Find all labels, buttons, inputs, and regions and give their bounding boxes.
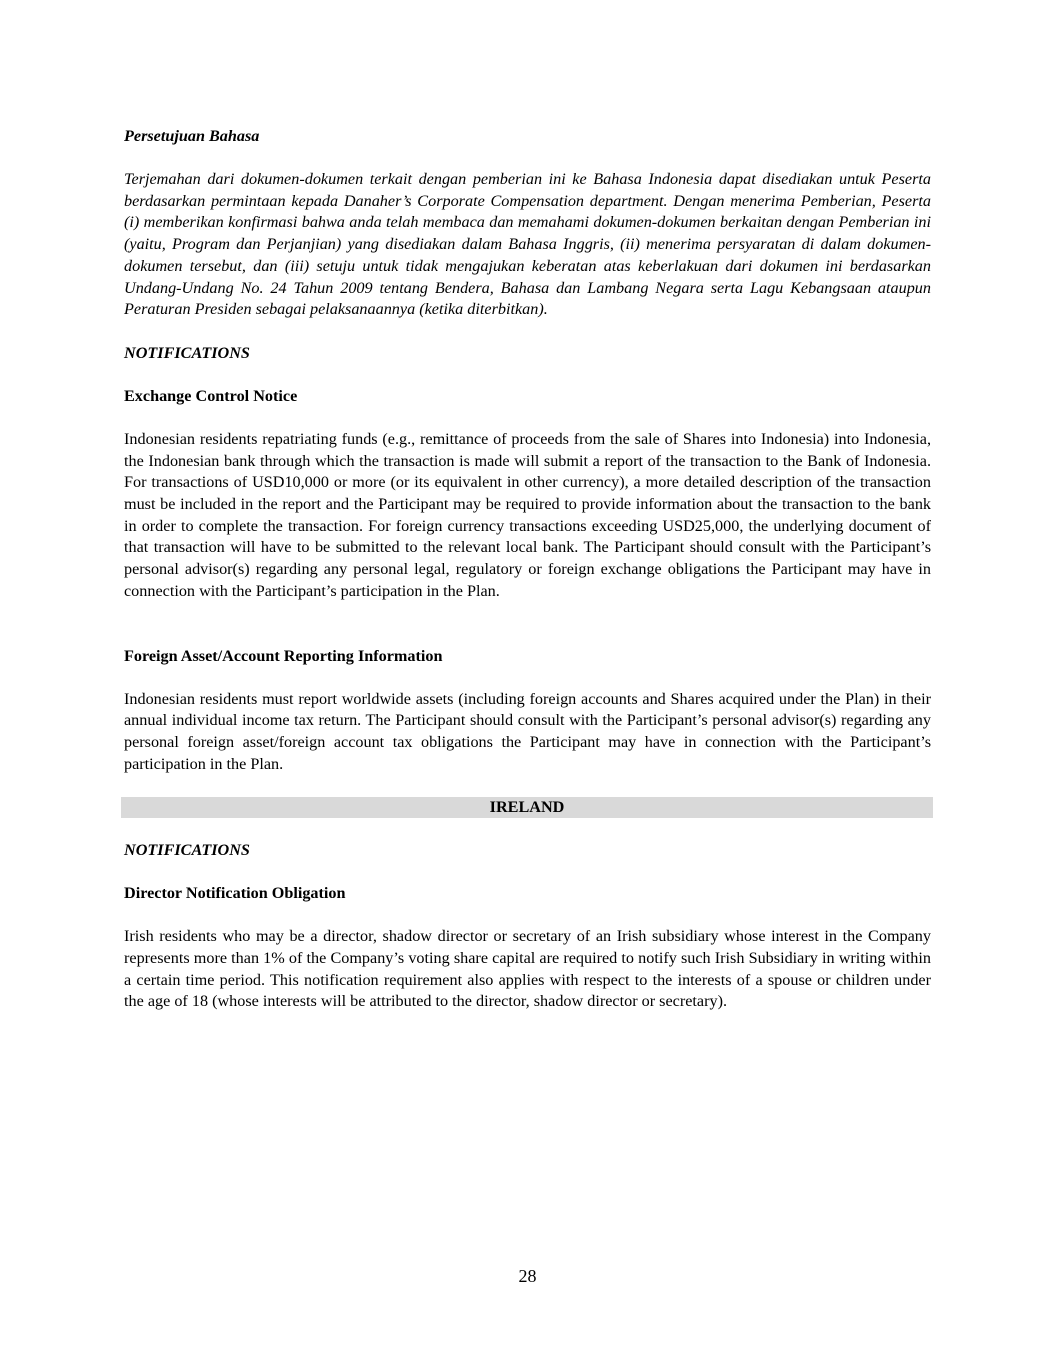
language-consent-paragraph: Terjemahan dari dokumen-dokumen terkait dengan pemberian ini ke Bahasa Indonesia dapat disediakan untuk Peserta berdasarkan permintaan kepada Danaher’s Corporate Compensation department. Dengan menerima Pemberian, Peserta (i) memberikan konfirmasi bahwa anda telah membaca dan memahami dokumen-dokumen berkaitan dengan Pemberian ini (yaitu, Program dan Perjanjian) yang disediakan dalam Bahasa Inggris, (ii) menerima persyaratan di dalam dokumen-dokumen tersebut, dan (iii) setuju untuk tidak mengajukan keberatan atas keberlakuan dari dokumen ini berdasarkan Undang-Undang No. 24 Tahun 2009 tentang Bendera, Bahasa dan Lambang Negara serta Lagu Kebangsaan ataupun Peraturan Presiden sebagai pelaksanaannya (ketika diterbitkan). — [124, 170, 931, 319]
exchange-control-heading: Exchange Control Notice — [124, 386, 298, 405]
foreign-asset-heading: Foreign Asset/Account Reporting Information — [124, 646, 443, 665]
page-number: 28 — [518, 1266, 537, 1286]
exchange-control-paragraph: Indonesian residents repatriating funds (e.g., remittance of proceeds from the sale of Shares into Indonesia) into Indonesia, the Indonesian bank through which the transaction is made will submit a report of the transaction to the Bank of Indonesia. For transactions of USD10,000 or more (or its equivalent in other currency), a more detailed description of the transaction must be included in the report and the Participant may be required to provide information about the transaction to the bank in order to complete the transaction. For foreign currency transactions exceeding USD25,000, the underlying document of that transaction will have to be submitted to the relevant local bank. The Participant should consult with the Participant’s personal advisor(s) regarding any personal legal, regulatory or foreign exchange obligations the Participant may have in connection with the Participant’s participation in the Plan. — [124, 429, 931, 600]
indonesia-notifications-heading: NOTIFICATIONS — [124, 343, 250, 362]
document-body — [124, 126, 931, 1013]
country-banner-ireland: IRELAND — [121, 797, 933, 818]
director-notification-heading: Director Notification Obligation — [124, 884, 346, 903]
director-notification-paragraph: Irish residents who may be a director, shadow director or secretary of an Irish subsidiary whose interest in the Company represents more than 1% of the Company’s voting share capital are required to notify such Irish Subsidiary in writing within a certain time period. This notification requirement also applies with respect to the interests of a spouse or children under the age of 18 (whose interests will be attributed to the director, shadow director or secretary). — [124, 927, 931, 1011]
language-consent-heading: Persetujuan Bahasa — [124, 127, 260, 145]
ireland-notifications-heading: NOTIFICATIONS — [124, 841, 250, 860]
foreign-asset-paragraph: Indonesian residents must report worldwide assets (including foreign accounts and Shares acquired under the Plan) in their annual individual income tax return. The Participant should consult with the Participant’s personal advisor(s) regarding any personal foreign asset/foreign account tax obligations the Participant may have in connection with the Participant’s participation in the Plan. — [124, 689, 931, 773]
